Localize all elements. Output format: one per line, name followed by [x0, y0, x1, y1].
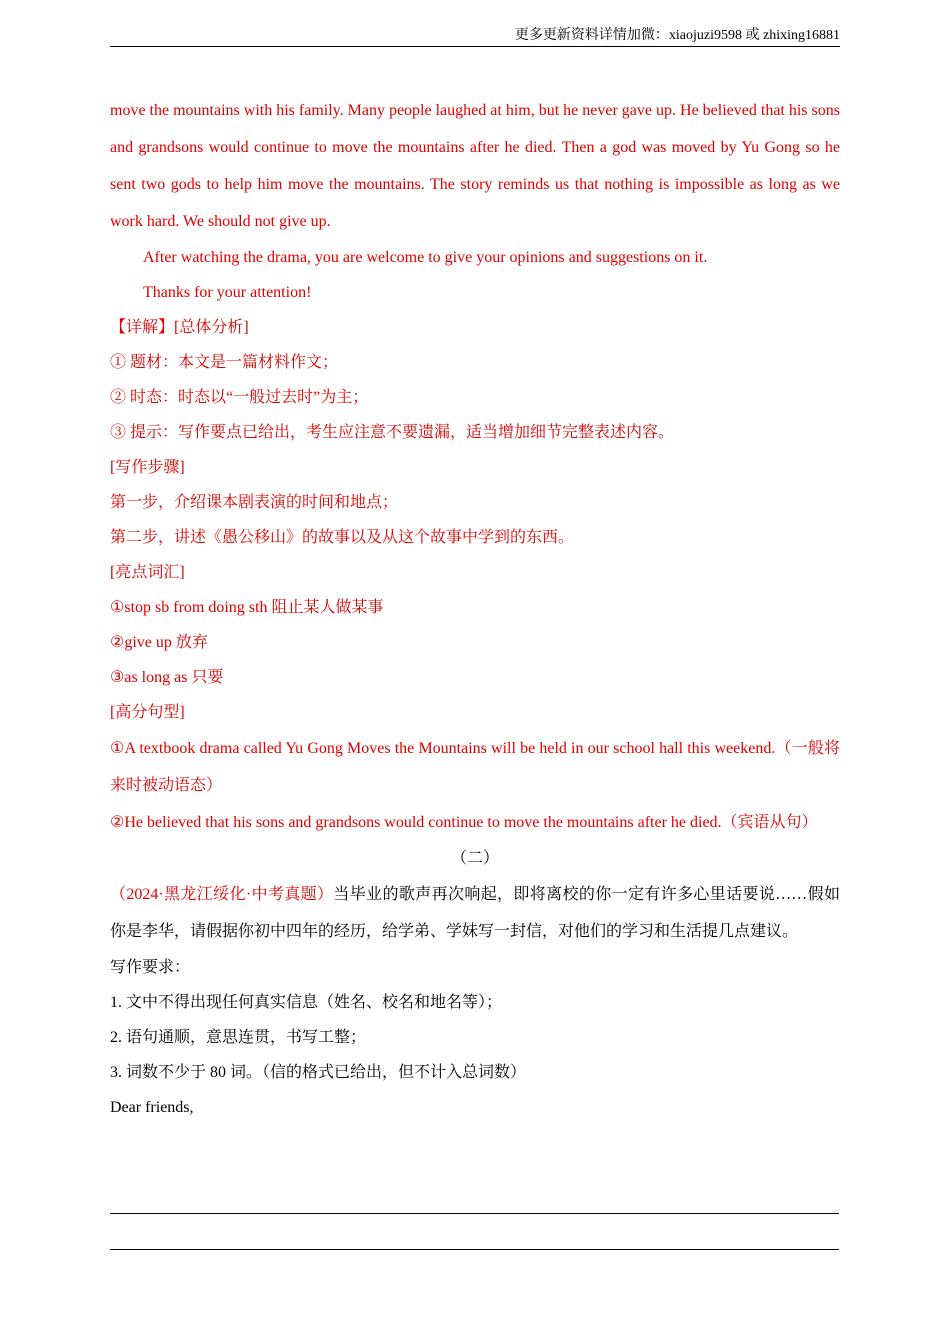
sentence-item: ①A textbook drama called Yu Gong Moves the Mountains will be held in our school hall this weekend.（一般将来时被动语态） [110, 740, 840, 794]
essay-closing-line: After watching the drama, you are welcome to give your opinions and suggestions on it. [143, 249, 708, 266]
vocab-item: ②give up 放弃 [110, 634, 208, 651]
section-number: （二） [450, 850, 499, 867]
vocab-heading: [亮点词汇] [110, 564, 185, 581]
requirement-item: 3. 词数不少于 80 词。（信的格式已给出，但不计入总词数） [110, 1064, 527, 1081]
vocab-item: ③as long as 只要 [110, 669, 224, 686]
essay-thanks-line: Thanks for your attention! [143, 284, 312, 301]
exam-source: （2024·黑龙江绥化·中考真题） [110, 886, 334, 903]
answer-blank-line[interactable] [110, 1249, 839, 1250]
requirement-item: 1. 文中不得出现任何真实信息（姓名、校名和地名等）； [110, 994, 503, 1011]
step-item: 第一步，介绍课本剧表演的时间和地点； [110, 494, 399, 511]
sentence-item: ②He believed that his sons and grandsons would continue to move the mountains after he died.（宾语从句） [110, 814, 818, 831]
exam-prompt [110, 876, 840, 950]
analysis-point: ① 题材：本文是一篇材料作文； [110, 354, 339, 371]
analysis-point: ② 时态：时态以“一般过去时”为主； [110, 389, 369, 406]
vocab-item: ①stop sb from doing sth 阻止某人做某事 [110, 599, 384, 616]
letter-salutation: Dear friends, [110, 1099, 194, 1116]
requirements-heading: 写作要求： [110, 959, 191, 976]
steps-heading: [写作步骤] [110, 459, 185, 476]
answer-blank-line[interactable] [110, 1213, 839, 1214]
step-item: 第二步，讲述《愚公移山》的故事以及从这个故事中学到的东西。 [110, 529, 575, 546]
header-contact-text: 更多更新资料详情加微：xiaojuzi9598 或 zhixing16881 [514, 28, 840, 43]
requirement-item: 2. 语句通顺，意思连贯，书写工整； [110, 1029, 367, 1046]
sentences-heading: [高分句型] [110, 704, 185, 721]
essay-paragraph: move the mountains with his family. Many people laughed at him, but he never gave up. He believed that his sons and grandsons would continue to move the mountains after he died. Then a god was moved by Yu Gong so he sent two gods to help him move the mountains. The story reminds us that nothing is impossible as long as we work hard. We should not give up. [110, 102, 840, 230]
page-header [110, 28, 840, 47]
analysis-heading: 【详解】[总体分析] [110, 319, 249, 336]
document-content [110, 92, 840, 1125]
exam-prompt-text: 当毕业的歌声再次响起，即将离校的你一定有许多心里话要说……假如你是李华，请假据你初中四年的经历，给学弟、学妹写一封信，对他们的学习和生活提几点建议。 [110, 886, 840, 940]
analysis-point: ③ 提示：写作要点已给出，考生应注意不要遗漏，适当增加细节完整表述内容。 [110, 424, 675, 441]
